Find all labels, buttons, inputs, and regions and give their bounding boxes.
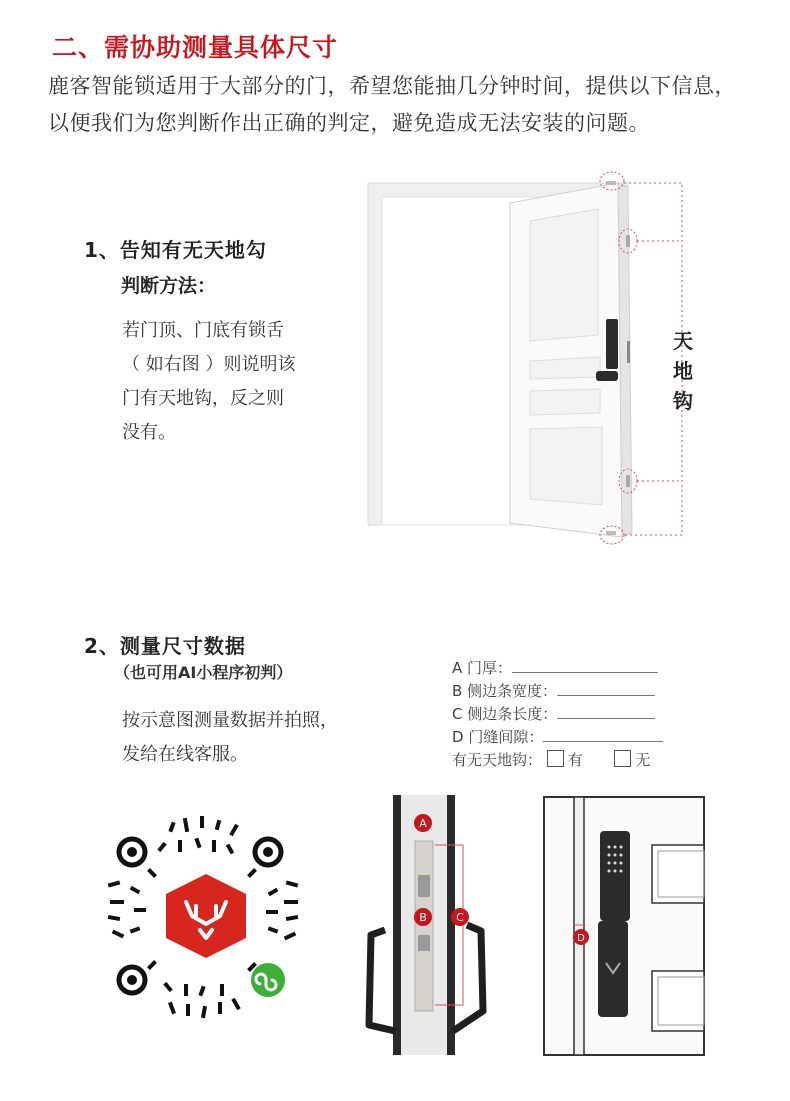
side-strip-length-field[interactable] xyxy=(557,703,655,719)
marker-c-label: C xyxy=(456,911,464,924)
marker-b-label: B xyxy=(419,911,427,924)
marker-a-label: A xyxy=(419,817,427,830)
lock-handle-icon xyxy=(596,371,618,381)
form-row-b: B 侧边条宽度： xyxy=(452,680,692,703)
section1-description xyxy=(122,314,322,450)
measurement-form xyxy=(452,657,692,772)
door-gap-field[interactable] xyxy=(543,726,663,742)
section1-line: 若门顶、门底有锁舌 xyxy=(122,320,284,341)
lock-panel-icon xyxy=(600,831,630,921)
section2-subheading: （也可用AI小程序初判） xyxy=(114,663,293,682)
door-hook-illustration xyxy=(360,165,700,545)
qr-code xyxy=(100,812,312,1024)
section2-line: 发给在线客服。 xyxy=(122,744,248,765)
form-row-c: C 侧边条长度： xyxy=(452,703,692,726)
section2-description xyxy=(122,704,382,772)
side-strip-width-field[interactable] xyxy=(557,680,655,696)
door-thickness-field[interactable] xyxy=(512,657,658,673)
section1-line: 没有。 xyxy=(122,422,176,443)
page-title: 二、需协助测量具体尺寸 xyxy=(52,33,339,62)
has-hook-checkbox[interactable] xyxy=(547,750,564,767)
section1-line: （ 如右图 ）则说明该 xyxy=(122,354,296,375)
form-row-hook: 有无天地钩： 有 无 xyxy=(452,751,651,769)
no-hook-checkbox[interactable] xyxy=(614,750,631,767)
door-edge-diagram xyxy=(355,795,505,1055)
marker-d-label: D xyxy=(577,933,585,944)
door-gap-diagram xyxy=(542,795,707,1057)
section1-subheading: 判断方法： xyxy=(121,275,217,297)
intro-paragraph: 鹿客智能锁适用于大部分的门，希望您能抽几分钟时间，提供以下信息，以便我们为您判断作出正确的判定，避免造成无法安装的问题。 xyxy=(48,74,736,135)
brand-logo-icon xyxy=(166,874,246,958)
form-row-d: D 门缝间隙： xyxy=(452,726,692,749)
section1-line: 门有天地钩，反之则 xyxy=(122,388,284,409)
section1-heading: 1、告知有无天地勾 xyxy=(84,238,267,262)
lock-body-icon xyxy=(606,319,618,369)
section2-line: 按示意图测量数据并拍照， xyxy=(122,710,338,731)
section2-heading: 2、测量尺寸数据 xyxy=(84,634,246,658)
door-hook-label: 天 地 钩 xyxy=(673,329,693,413)
form-row-a: A 门厚： xyxy=(452,657,692,680)
